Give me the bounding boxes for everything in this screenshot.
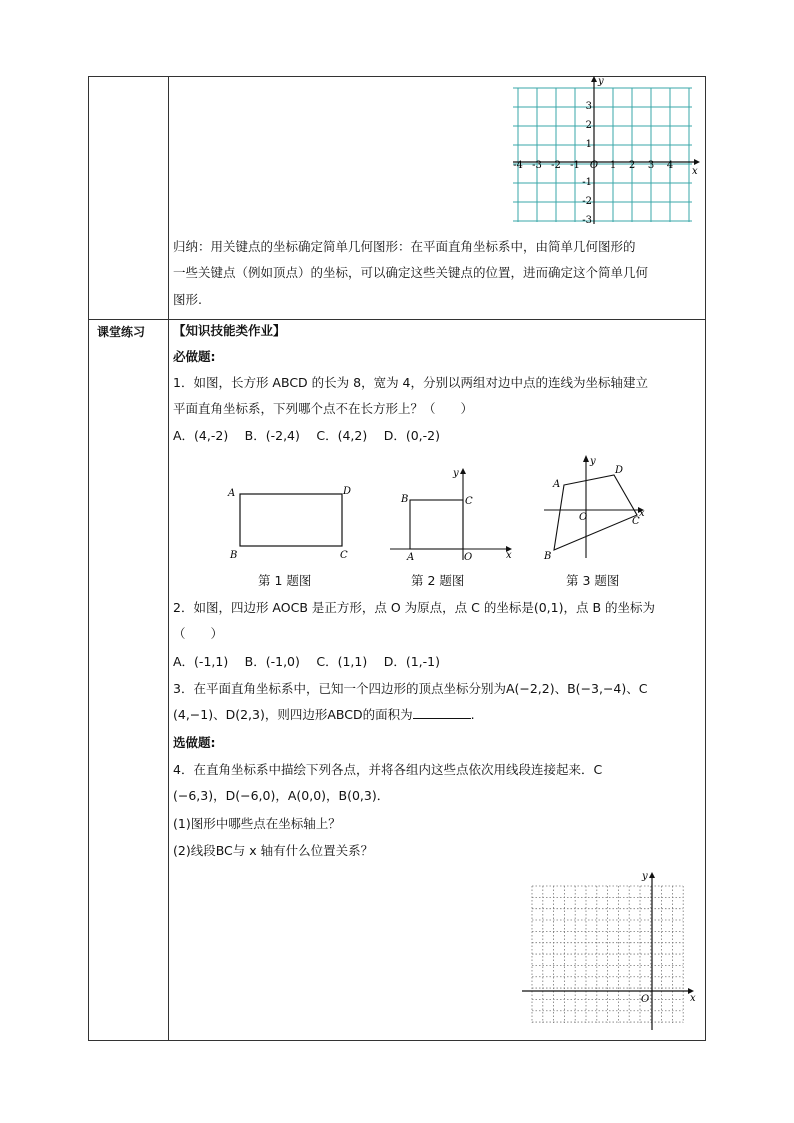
figure-2-caption: 第 2 题图: [411, 573, 465, 588]
optional-label: 选做题:: [173, 735, 216, 750]
section-heading: 【知识技能类作业】: [173, 323, 286, 338]
y-tick-label: 2: [585, 120, 592, 131]
fig3-point-a: A: [553, 479, 561, 490]
fig2-point-b: B: [401, 494, 409, 505]
fig1-point-a: A: [228, 488, 236, 499]
fig3-point-c: C: [632, 516, 640, 527]
x-tick-label: -4: [513, 160, 523, 171]
column-divider: [168, 77, 169, 1040]
grid-bottom-x-label: x: [690, 993, 696, 1004]
x-tick-label: 4: [666, 160, 674, 171]
q2-line-1: 2．如图，四边形 AOCB 是正方形，点 O 为原点，点 C 的坐标是(0,1)，点 B 的坐标为: [173, 600, 655, 615]
fig3-point-b: B: [544, 551, 552, 562]
q3-line-2-end: .: [470, 707, 475, 722]
row-divider: [89, 319, 705, 320]
x-axis-label: x: [692, 166, 698, 177]
x-tick-label: -2: [551, 160, 561, 171]
q3-line-2-text: (4,−1)、D(2,3)，则四边形ABCD的面积为: [173, 707, 413, 722]
q1-line-2: 平面直角坐标系，下列哪个点不在长方形上？（ ）: [173, 401, 474, 416]
grid-bottom-y-label: y: [642, 871, 648, 882]
coordinate-grid-bottom: [520, 870, 700, 1030]
fig2-x-label: x: [506, 550, 512, 561]
y-tick-label: -3: [582, 215, 592, 226]
y-axis-label: y: [598, 76, 604, 87]
q3-line-2: [173, 706, 475, 724]
q4-sub-1: (1)图形中哪些点在坐标轴上？: [173, 816, 341, 831]
figure-3-caption: 第 3 题图: [566, 573, 620, 588]
fig1-point-d: D: [343, 486, 352, 497]
fig2-origin: O: [464, 552, 473, 563]
q4-sub-2: (2)线段BC与 x 轴有什么位置关系？: [173, 843, 374, 858]
q2-line-2: （ ）: [173, 626, 224, 641]
fig3-x-label: x: [639, 508, 645, 519]
y-tick-label: 3: [585, 101, 592, 112]
q3-answer-blank[interactable]: [413, 706, 471, 719]
figure-2-square: [388, 466, 518, 562]
figure-1-rectangle: [225, 482, 360, 562]
y-tick-label: -1: [582, 177, 592, 188]
x-tick-label: 2: [628, 160, 636, 171]
summary-line-3: 图形.: [173, 292, 202, 307]
x-tick-label: 1: [609, 160, 617, 171]
fig3-point-d: D: [615, 465, 624, 476]
x-tick-label: 3: [647, 160, 655, 171]
summary-line-2: 一些关键点（例如顶点）的坐标，可以确定这些关键点的位置，进而确定这个简单几何: [173, 265, 649, 280]
y-tick-label: -2: [582, 196, 592, 207]
x-tick-label: -1: [570, 160, 580, 171]
q1-options: A．(4,-2) B．(-2,4) C．(4,2) D．(0,-2): [173, 428, 440, 443]
fig3-origin: O: [579, 512, 588, 523]
q4-line-1: 4．在直角坐标系中描绘下列各点，并将各组内这些点依次用线段连接起来．C: [173, 762, 603, 777]
q2-options: A．(-1,1) B．(-1,0) C．(1,1) D．(1,-1): [173, 654, 440, 669]
fig2-point-a: A: [407, 552, 415, 563]
fig1-point-b: B: [230, 550, 238, 561]
fig2-point-c: C: [465, 496, 473, 507]
x-tick-label: O: [589, 160, 599, 171]
coordinate-grid-top: [510, 76, 700, 226]
q1-line-1: 1．如图，长方形 ABCD 的长为 8，宽为 4，分别以两组对边中点的连线为坐标轴建立: [173, 375, 649, 390]
q4-line-2: (−6,3)，D(−6,0)，A(0,0)，B(0,3)．: [173, 788, 390, 803]
required-label: 必做题:: [173, 349, 216, 364]
y-tick-label: 1: [585, 139, 592, 150]
fig1-point-c: C: [340, 550, 348, 561]
grid-bottom-origin: O: [641, 994, 650, 1005]
fig2-y-label: y: [453, 468, 459, 479]
fig3-y-label: y: [590, 456, 596, 467]
section-label: 课堂练习: [97, 325, 146, 339]
x-tick-label: -3: [532, 160, 542, 171]
figure-3-quadrilateral: [540, 452, 650, 562]
summary-line-1: 归纳：用关键点的坐标确定简单几何图形：在平面直角坐标系中，由简单几何图形的: [173, 239, 636, 254]
figure-1-caption: 第 1 题图: [258, 573, 312, 588]
q3-line-1: 3．在平面直角坐标系中，已知一个四边形的顶点坐标分别为A(−2,2)、B(−3,−4)、C: [173, 681, 648, 696]
